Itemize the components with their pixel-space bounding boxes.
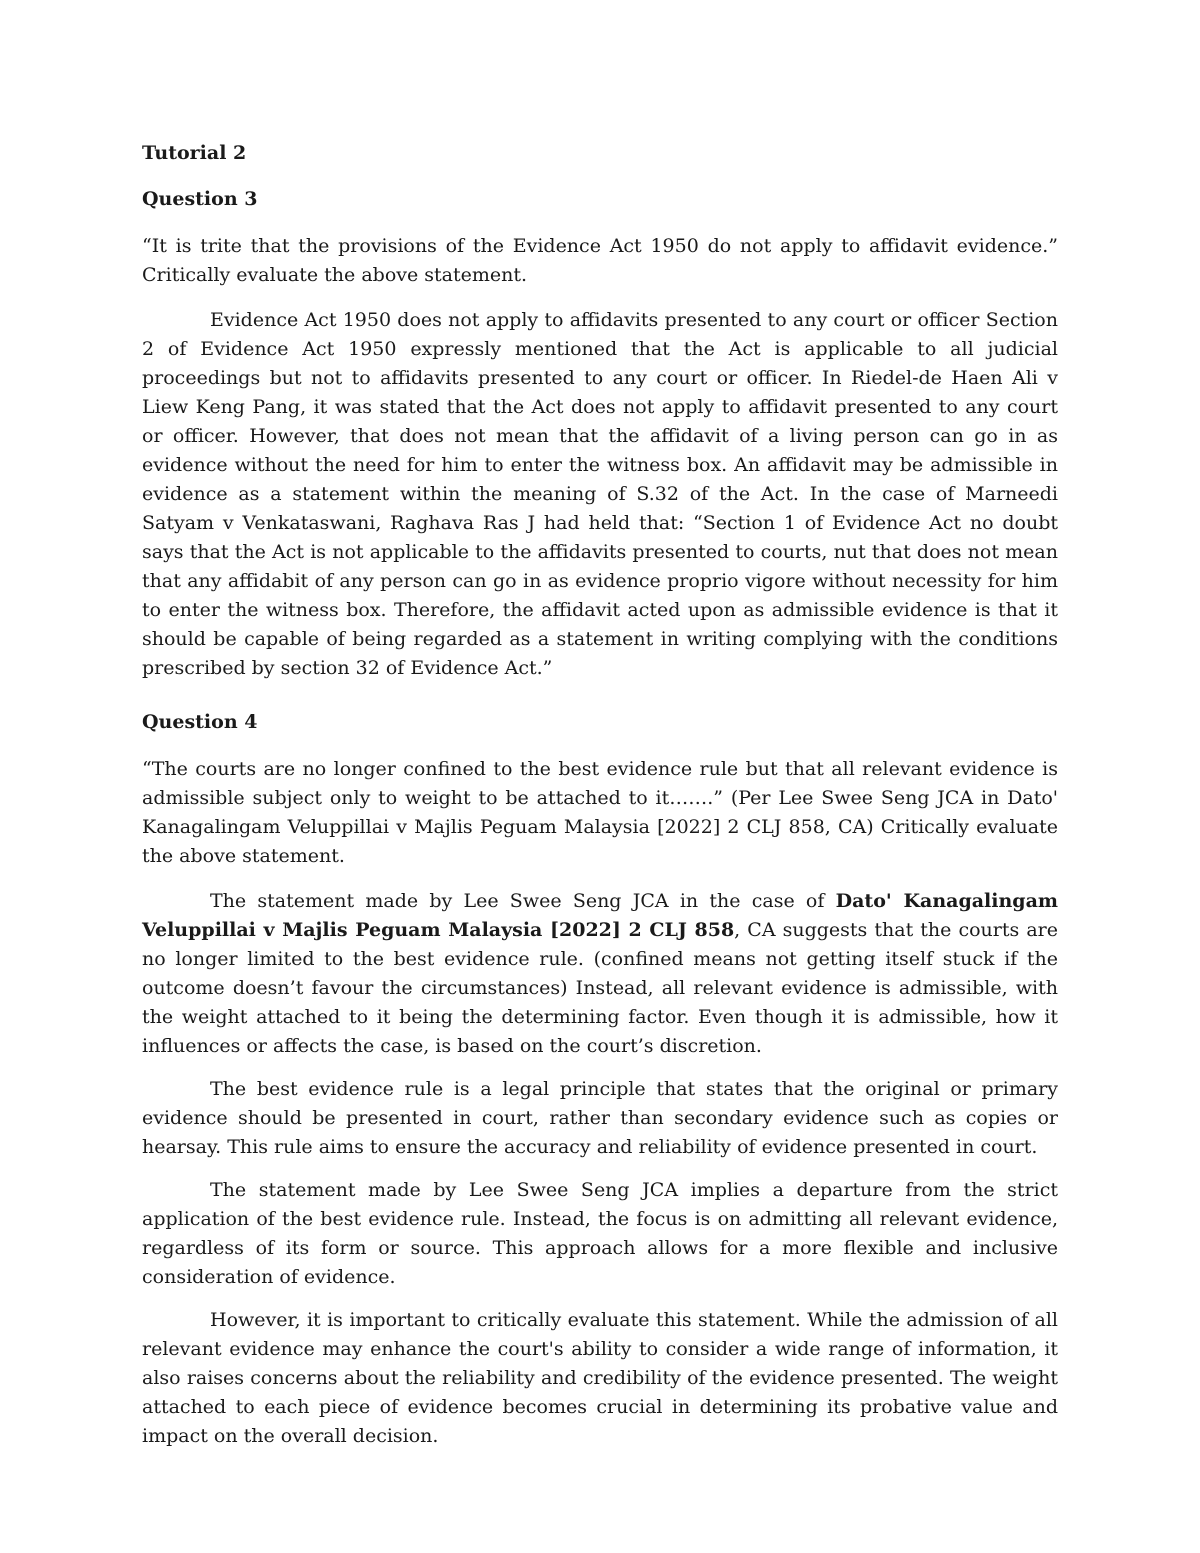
- question-4-prompt: “The courts are no longer confined to the best evidence rule but that all relevant evidence is admissible subject only to weight to be attached to it…….” (Per Lee Swee Seng JCA in Dato' Kanagalingam Veluppillai v Majlis Peguam Malaysia [2022] 2 CLJ 858, CA) Critically evaluate the above statement.: [142, 758, 1058, 867]
- question-4-heading: Question 4: [142, 711, 258, 733]
- answer-1-lead: The statement made by Lee Swee Seng JCA in the case of: [210, 890, 836, 912]
- answer-1-rest: , CA suggests that the courts are no longer limited to the best evidence rule. (confined means not getting itself stuck if the outcome doesn’t favour the circumstances) Instead, all relevant evidence is admissible, with the weight attached to it being the determining factor. Even though it is admissible, how it influences or affects the case, is based on the court’s discretion.: [142, 919, 1058, 1057]
- case-citation: Dato' Kanagalingam Veluppillai v Majlis Peguam Malaysia [2022] 2 CLJ 858: [142, 890, 1058, 941]
- document-title: Tutorial 2: [142, 142, 247, 164]
- question-4-answer-paragraph-4: However, it is important to critically evaluate this statement. While the admission of all relevant evidence may enhance the court's ability to consider a wide range of information, it also raises concerns about the reliability and credibility of the evidence presented. The weight attached to each piece of evidence becomes crucial in determining its probative value and impact on the overall decision.: [142, 1309, 1058, 1447]
- question-4-answer-paragraph-3: The statement made by Lee Swee Seng JCA implies a departure from the strict application of the best evidence rule. Instead, the focus is on admitting all relevant evidence, regardless of its form or source. This approach allows for a more flexible and inclusive consideration of evidence.: [142, 1179, 1058, 1288]
- question-3-heading: Question 3: [142, 188, 258, 210]
- question-4-answer-paragraph-2: The best evidence rule is a legal principle that states that the original or primary evidence should be presented in court, rather than secondary evidence such as copies or hearsay. This rule aims to ensure the accuracy and reliability of evidence presented in court.: [142, 1078, 1058, 1158]
- question-3-prompt: “It is trite that the provisions of the Evidence Act 1950 do not apply to affidavit evidence.” Critically evaluate the above statement.: [142, 235, 1058, 286]
- question-3-answer: Evidence Act 1950 does not apply to affidavits presented to any court or officer Section 2 of Evidence Act 1950 expressly mentioned that the Act is applicable to all judicial proceedings but not to affidavits presented to any court or officer. In Riedel-de Haen Ali v Liew Keng Pang, it was stated that the Act does not apply to affidavit presented to any court or officer. However, that does not mean that the affidavit of a living person can go in as evidence without the need for him to enter the witness box. An affidavit may be admissible in evidence as a statement within the meaning of S.32 of the Act. In the case of Marneedi Satyam v Venkataswani, Raghava Ras J had held that: “Section 1 of Evidence Act no doubt says that the Act is not applicable to the affidavits presented to courts, nut that does not mean that any affidabit of any person can go in as evidence proprio vigore without necessity for him to enter the witness box. Therefore, the affidavit acted upon as admissible evidence is that it should be capable of being regarded as a statement in writing complying with the conditions prescribed by section 32 of Evidence Act.”: [142, 309, 1058, 679]
- question-4-answer-paragraph-1: [142, 887, 1058, 1061]
- document-page: [142, 140, 1058, 1465]
